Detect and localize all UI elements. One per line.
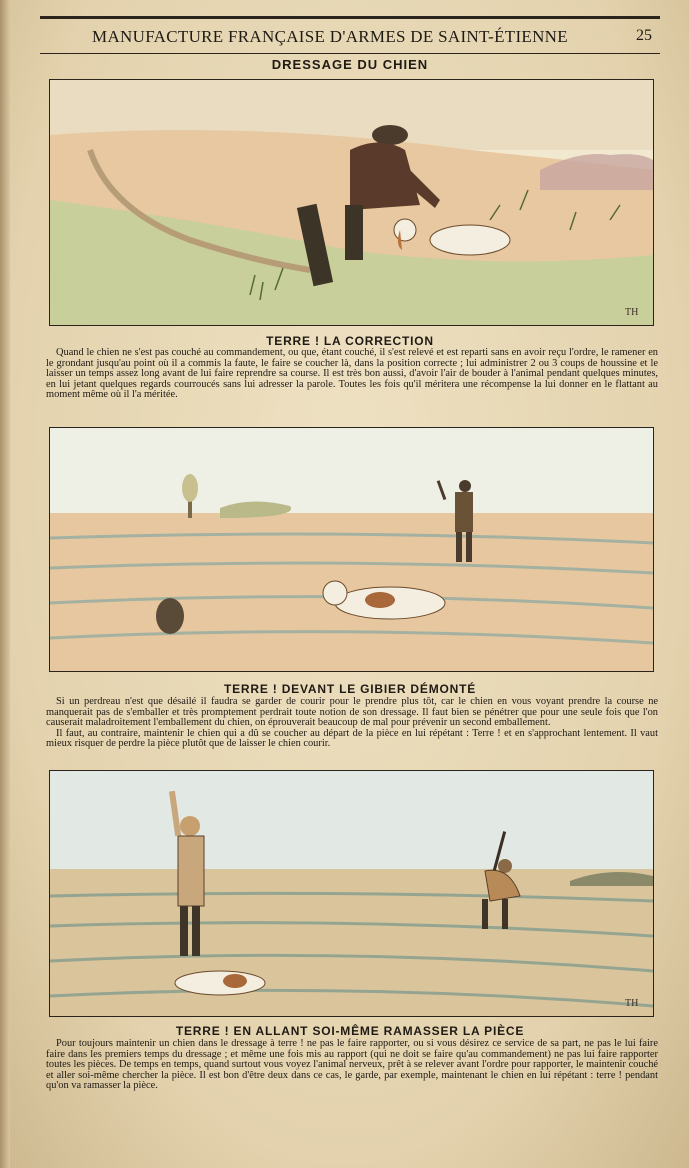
paragraph: Pour toujours maintenir un chien dans le dressage à terre ! ne pas le faire rapporter, ou si vous désirez ce service de sa part, ne pas le lui faire faire dans les premiers temps du dressage ; et même une fois mis au rapport (qui ne doit se faire qu'au commandement) ne pas lui faire rapporter toutes les pièces. De temps en temps, quand surtout vous voyez l'animal nerveux, prêt à se relever avant l'ordre pour rapporter, le maintenir couché et aller soi-même chercher la pièce. Il est bon d'être deux dans ce cas, le garde, par exemple, maintenant le chien en lui répétant : terre ! pendant qu'on va ramasser la pièce. bbox=[46, 1038, 658, 1091]
text-ramasser-piece bbox=[46, 1039, 658, 1092]
caption-correction: TERRE ! LA CORRECTION bbox=[266, 334, 434, 348]
paragraph: Il faut, au contraire, maintenir le chien qui a dû se coucher au départ de la pièce en lui répétant : Terre ! et en s'approchant lentement. Il vaut mieux risquer de perdre la pièce plutôt que de laisser le chien courir. bbox=[46, 727, 658, 749]
running-header: MANUFACTURE FRANÇAISE D'ARMES DE SAINT-ÉTIENNE bbox=[92, 27, 568, 46]
illustration-gibier-demonte bbox=[49, 427, 654, 672]
page-binding-edge bbox=[0, 0, 10, 1168]
illustration-correction bbox=[49, 79, 654, 326]
text-correction bbox=[46, 348, 658, 401]
section-title: DRESSAGE DU CHIEN bbox=[271, 57, 429, 72]
text-gibier-demonte bbox=[46, 697, 658, 750]
caption-gibier-demonte: TERRE ! DEVANT LE GIBIER DÉMONTÉ bbox=[223, 682, 477, 696]
plate-signature-3: TH bbox=[625, 998, 639, 1009]
plate-signature-1: TH bbox=[625, 307, 639, 318]
header-rule-bottom bbox=[40, 53, 660, 54]
paragraph: Si un perdreau n'est que désailé il faudra se garder de courir pour le prendre plus tôt, car le chien en vous voyant prendre la course ne manquerait pas de s'emballer et très promptement perdrait toute notion de son dressage. Il faut bien se pénétrer que pour une seule fois que l'on causerait maladroitement l'emballement du chien, on éprouverait beaucoup de mal pour prévenir un second emballement. bbox=[46, 696, 658, 728]
header-rule-top bbox=[40, 16, 660, 19]
caption-ramasser-piece: TERRE ! EN ALLANT SOI-MÊME RAMASSER LA PIÈCE bbox=[175, 1024, 525, 1038]
illustration-ramasser-piece bbox=[49, 770, 654, 1017]
page-number: 25 bbox=[636, 27, 652, 44]
paragraph: Quand le chien ne s'est pas couché au commandement, ou que, étant couché, il s'est relevé et est reparti sans en avoir reçu l'ordre, le ramener en le grondant jusqu'au point où il a commis la faute, le faire se coucher là, dans la position correcte ; lui administrer 2 ou 3 coups de houssine et le laisser un temps assez long avant de lui faire reprendre sa course. Il est très bon aussi, d'avoir l'air de bouder à l'animal pendant quelques minutes, en lui jetant quelques regards courroucés sans lui adresser la parole. Toutes les fois qu'il méritera une récompense la lui donner en le flattant au moment même où il l'a méritée. bbox=[46, 347, 658, 400]
